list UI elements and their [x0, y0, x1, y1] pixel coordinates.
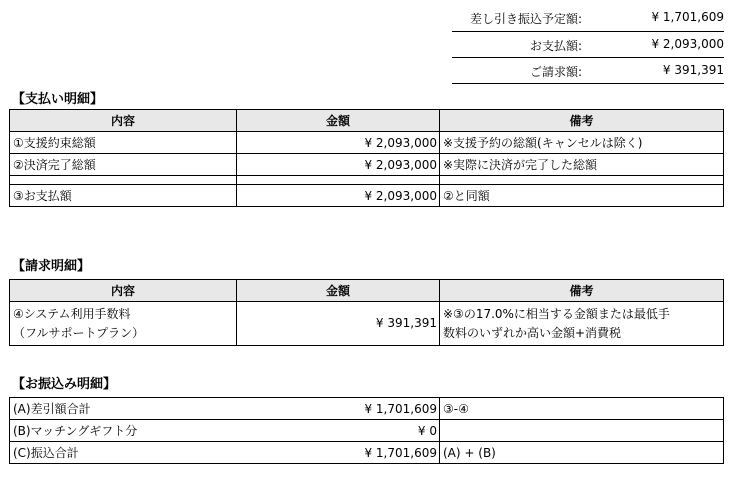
- column-header-note: 備考: [440, 280, 724, 302]
- transfer-table: [9, 397, 724, 464]
- cell-item: (C)振込合計: [13, 446, 79, 460]
- billing-section-title: 【請求明細】: [12, 259, 91, 274]
- table-row: [10, 154, 724, 176]
- table-row: [10, 132, 724, 154]
- summary-divider: [452, 31, 724, 32]
- summary-divider: [452, 83, 724, 84]
- cell-note: (A) + (B): [440, 442, 724, 464]
- cell-amount: ¥ 391,391: [237, 302, 440, 346]
- cell-item: ①支援約束総額: [10, 132, 237, 154]
- cell-item: [10, 302, 237, 346]
- summary-label: 差し引き振込予定額:: [469, 12, 582, 26]
- column-header-item: 内容: [10, 280, 237, 302]
- summary-row-transfer-planned: [452, 6, 724, 30]
- table-row: [10, 442, 724, 464]
- payment-table: [9, 109, 724, 207]
- table-row: [10, 185, 724, 207]
- cell-item: ③お支払額: [10, 185, 237, 207]
- table-row: [10, 420, 724, 442]
- cell-note-line: ※③の17.0%に相当する金額または最低手: [443, 306, 670, 321]
- cell-note: [440, 420, 724, 442]
- cell-item-amount: [10, 420, 440, 442]
- cell-item-amount: [10, 442, 440, 464]
- summary-label: ご請求額:: [529, 65, 582, 79]
- spacer-cell: [10, 176, 237, 185]
- cell-note-line: 数料のいずれか高い金額+消費税: [443, 325, 622, 340]
- cell-note: [440, 302, 724, 346]
- table-row: [10, 398, 724, 420]
- summary-row-billing: [452, 59, 724, 83]
- column-header-amount: 金額: [237, 280, 440, 302]
- transfer-section-title: 【お振込み明細】: [12, 377, 117, 392]
- column-header-amount: 金額: [237, 110, 440, 132]
- summary-row-payment: [452, 33, 724, 57]
- cell-amount: ¥ 1,701,609: [364, 446, 437, 460]
- summary-value: ¥ 391,391: [662, 63, 724, 77]
- summary-value: ¥ 2,093,000: [651, 37, 724, 51]
- table-row: [10, 302, 724, 346]
- summary-divider: [452, 57, 724, 58]
- column-header-item: 内容: [10, 110, 237, 132]
- table-header-row: [10, 110, 724, 132]
- cell-item-line: （フルサポートプラン）: [13, 325, 145, 340]
- cell-note: ※支援予約の総額(キャンセルは除く): [440, 132, 724, 154]
- cell-amount: ¥ 0: [417, 424, 437, 438]
- cell-amount: ¥ 2,093,000: [237, 132, 440, 154]
- cell-amount: ¥ 2,093,000: [237, 154, 440, 176]
- cell-note: ※実際に決済が完了した総額: [440, 154, 724, 176]
- spacer-cell: [440, 176, 724, 185]
- cell-item: ②決済完了総額: [10, 154, 237, 176]
- column-header-note: 備考: [440, 110, 724, 132]
- cell-item-line: ④システム利用手数料: [13, 306, 131, 321]
- summary-value: ¥ 1,701,609: [651, 10, 724, 24]
- cell-item: (A)差引額合計: [13, 402, 91, 416]
- cell-item-amount: [10, 398, 440, 420]
- table-header-row: [10, 280, 724, 302]
- table-spacer-row: [10, 176, 724, 185]
- billing-table: [9, 279, 724, 346]
- payment-section-title: 【支払い明細】: [12, 92, 104, 107]
- cell-amount: ¥ 1,701,609: [364, 402, 437, 416]
- summary-label: お支払額:: [529, 39, 582, 53]
- cell-note: ②と同額: [440, 185, 724, 207]
- cell-item: (B)マッチングギフト分: [13, 424, 138, 438]
- cell-note: ③-④: [440, 398, 724, 420]
- spacer-cell: [237, 176, 440, 185]
- cell-amount: ¥ 2,093,000: [237, 185, 440, 207]
